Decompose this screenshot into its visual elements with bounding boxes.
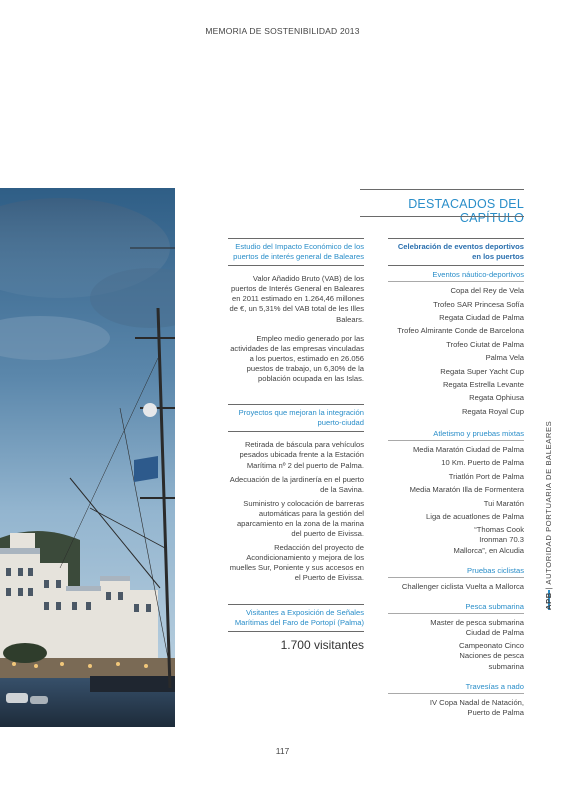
list-item: Trofeo Ciutat de Palma [446, 339, 524, 349]
list-item: Regata Estrella Levante [442, 380, 524, 390]
list-item: “Thomas Cook Ironman 70.3 Mallorca”, en Alcudia [453, 525, 524, 555]
running-header: MEMORIA DE SOSTENIBILIDAD 2013 [205, 26, 360, 36]
category-rule [388, 613, 524, 614]
list-item: Triatlón Port de Palma [448, 471, 524, 481]
harbor-photo [0, 188, 175, 727]
box2-paragraph: Retirada de báscula para vehículos pesados ubicada frente a la Estación Marítima nº 2 del puerto de Palma. [239, 440, 364, 470]
sidebar-label [544, 421, 553, 610]
list-item: Regata Royal Cup [461, 406, 524, 416]
list-item: IV Copa Nadal de Natación, Puerto de Palma [429, 697, 524, 717]
box3-rule-bottom [228, 631, 364, 632]
category-heading: Travesías a nado [465, 681, 524, 691]
sports-heading: Celebración de eventos deportivos en los puertos [397, 242, 524, 262]
section-title: DESTACADOS DEL CAPÍTULO [408, 197, 524, 225]
box2-rule-bottom [228, 431, 364, 432]
list-item: 10 Km. Puerto de Palma [441, 458, 524, 468]
list-item: Media Maratón Illa de Formentera [409, 485, 524, 495]
category-heading: Eventos náutico-deportivos [432, 270, 524, 280]
box1-rule-bottom [228, 265, 364, 266]
list-item: Trofeo Almirante Conde de Barcelona [397, 326, 524, 336]
list-item: Regata Ciudad de Palma [439, 313, 524, 323]
list-item: Campeonato Cinco Naciones de pesca submarina [458, 641, 524, 671]
list-item: Regata Super Yacht Cup [440, 366, 524, 376]
category-rule [388, 693, 524, 694]
right-column [388, 238, 524, 718]
box1-heading: Estudio del Impacto Económico de los puertos de interés general de Baleares [233, 242, 364, 262]
left-column [228, 238, 364, 652]
sidebar-separator: | [544, 584, 553, 590]
sidebar-org-name: AUTORIDAD PORTUARIA DE BALEARES [544, 420, 553, 585]
list-item: Challenger ciclista Vuelta a Mallorca [401, 581, 524, 591]
category-list [388, 618, 524, 672]
box3-heading: Visitantes a Exposición de Señales Marítimas del Faro de Portopí (Palma) [234, 607, 364, 627]
list-item: Liga de acuatlones de Palma [426, 511, 524, 521]
visitors-value: 1.700 visitantes [280, 637, 364, 652]
title-top-rule [360, 189, 524, 190]
list-item: Copa del Rey de Vela [450, 286, 524, 296]
list-item: Trofeo SAR Princesa Sofía [433, 299, 524, 309]
category-heading: Pruebas ciclistas [467, 565, 524, 575]
category-heading: Atletismo y pruebas mixtas [433, 428, 524, 438]
title-bottom-rule [360, 216, 524, 217]
sports-rule-bottom [388, 265, 524, 266]
list-item: Regata Ophiusa [469, 393, 524, 403]
list-item: Master de pesca submarina Ciudad de Palma [430, 617, 524, 637]
category-heading: Pesca submarina [465, 601, 524, 611]
category-rule [388, 440, 524, 441]
box1-paragraph: Empleo medio generado por las actividades de las empresas vinculadas a los puertos, estimado en 26.056 puestos de trabajo, un 6,30% de la población ocupada en las Islas. [230, 333, 364, 384]
list-item: Tui Maratón [483, 498, 524, 508]
box2-heading: Proyectos que mejoran la integración puerto-ciudad [238, 408, 364, 428]
sidebar-abbr: APB [544, 592, 553, 610]
box2-paragraph: Suministro y colocación de barreras automáticas para la gestión del aparcamiento en la zona de la marina del puerto de Eivissa. [236, 498, 364, 539]
list-item: Palma Vela [485, 353, 524, 363]
box1-paragraph: Valor Añadido Bruto (VAB) de los puertos de Interés General en Baleares en 2011 estimado en 1.264,46 millones de €, un 5,31% del VAB total de les Illes Balears. [229, 274, 364, 324]
list-item: Media Maratón Ciudad de Palma [412, 444, 524, 454]
box2-paragraph: Adecuación de la jardinería en el puerto de la Savina. [229, 474, 364, 494]
category-rule [388, 577, 524, 578]
category-rule [388, 281, 524, 282]
box2-paragraph: Redacción del proyecto de Acondicionamiento y mejora de los muelles Sur, Poniente y sus accesos en el Puerto de Eivissa. [229, 543, 364, 583]
category-list [388, 582, 524, 592]
category-list [388, 698, 524, 718]
category-list [388, 286, 524, 417]
category-list [388, 445, 524, 556]
page-number: 117 [275, 746, 290, 756]
